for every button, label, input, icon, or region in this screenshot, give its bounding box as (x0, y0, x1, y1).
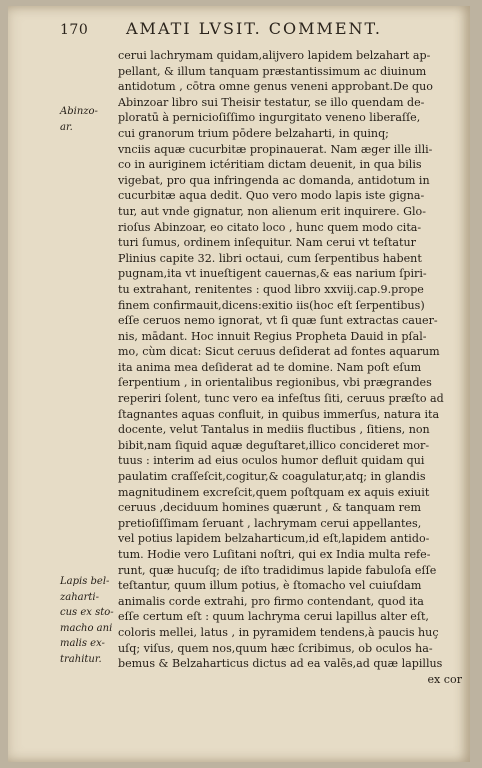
text-line: cui granorum trium pōdere belzaharti, in quinq; (118, 126, 389, 140)
margin-note-line: Lapis bel- (60, 576, 110, 587)
body-text (118, 48, 462, 687)
margin-note-line: macho ani (60, 622, 113, 634)
text-line: pretioſiſſimam ſeruant , lachrymam cerui appellantes, (118, 516, 422, 530)
text-line: nis, mādant. Hoc innuit Regius Propheta Dauid in pſal- (118, 329, 427, 343)
text-line: finem confirmauit,dicens:exitio iis(hoc eſt ſerpentibus) (118, 298, 425, 312)
text-line: coloris mellei, latus , in pyramidem tendens,à paucis huç (118, 625, 439, 639)
text-line: ſerpentium , in orientalibus regionibus, vbi prægrandes (118, 376, 432, 390)
text-line: ploratū à pernicioſiſſimo ingurgitato veneno liberaſſe, (118, 111, 421, 125)
margin-note-line: Abinzo- (60, 106, 98, 117)
text-line: vigebat, pro qua infringenda ac domanda, antidotum in (118, 173, 430, 187)
text-line: rioſus Abinzoar, eo citato loco , hunc quem modo cita- (118, 220, 422, 234)
text-line: Plinius capite 32. libri octaui, cum ſerpentibus habent (118, 251, 422, 265)
text-line: reperiri ſolent, tunc vero ea infeſtus ſiti, ceruus præſto ad (118, 392, 444, 406)
text-line: docente, velut Tantalus in mediis fluctibus , ſitiens, non (118, 423, 430, 437)
text-line: mo, cùm dicat: Sicut ceruus deſiderat ad fontes aquarum (118, 345, 440, 359)
margin-note-line: zaharti- (60, 591, 100, 603)
text-line: pugnam,ita vt inueſtigent cauernas,& eas narium ſpiri- (118, 267, 427, 281)
text-line: bibit,nam ſiquid aquæ deguſtaret,illico concideret mor- (118, 438, 430, 452)
margin-note-line: cus ex sto- (60, 607, 114, 619)
text-line: cucurbitæ aqua dedit. Quo vero modo lapis iste gigna- (118, 189, 425, 203)
text-line: bemus & Belzaharticus dictus ad ea valēs,ad quæ lapillus (118, 657, 443, 671)
margin-note-abinzoar (60, 104, 116, 135)
text-line: ſtagnantes aquas confluit, in quibus immerſus, natura ita (118, 407, 440, 421)
text-line: tu extrahant, renitentes : quod libro xxviij.cap.9.prope (118, 282, 424, 296)
book-page (8, 6, 470, 762)
text-line: magnitudinem excreſcit,quem poſtquam ex aquis exiuit (118, 485, 430, 499)
text-line: vel potius lapidem belzaharticum,id eſt,lapidem antido- (118, 532, 430, 546)
margin-note-line: malis ex- (60, 638, 105, 650)
running-title: AMATI LVSIT. COMMENT. (126, 19, 382, 38)
text-line: animalis corde extrahi, pro firmo contendant, quod ita (118, 594, 424, 608)
catchword: ex cor (427, 672, 462, 686)
margin-note-line: trahitur. (60, 653, 102, 665)
page-number: 170 (60, 22, 89, 38)
text-line: teſtantur, quum illum potius, è ſtomacho vel cuiuſdam (118, 579, 422, 593)
text-line: pellant, & illum tanquam præstantissimum ac diuinum (118, 64, 427, 78)
text-line: turi ſumus, ordinem inſequitur. Nam cerui vt teſtatur (118, 236, 416, 250)
text-line: runt, quæ hucuſq; de iſto tradidimus lapide fabuloſa eſſe (118, 563, 437, 577)
text-line: eſſe certum eſt : quum lachryma cerui lapillus alter eſt, (118, 610, 429, 624)
text-line: paulatim craſſeſcit,cogitur,& coagulatur,atq; in glandis (118, 470, 426, 484)
text-line: tuus : interim ad eius oculos humor defluit quidam qui (118, 454, 425, 468)
margin-note-lapis (60, 574, 116, 668)
text-line: ita anima mea deſiderat ad te domine. Nam poſt eſum (118, 360, 422, 374)
text-line: co in auriginem ictéritiam dictam deuenit, in qua bilis (118, 158, 422, 172)
text-line: tur, aut vnde gignatur, non alienum erit inquirere. Glo- (118, 204, 426, 218)
text-line: Abinzoar libro sui Theisir testatur, se illo quendam de- (118, 95, 425, 109)
text-line: vnciis aquæ cucurbitæ propinauerat. Nam æger ille illi- (118, 142, 433, 156)
text-line: tum. Hodie vero Luſitani noſtri, qui ex India multa refe- (118, 548, 431, 561)
margin-note-line: ar. (60, 121, 73, 133)
text-line: uſq; viſus, quem nos,quum hæc ſcribimus, ob oculos ha- (118, 641, 433, 655)
text-line: antidotum , cōtra omne genus veneni approbant.De quo (118, 80, 433, 94)
text-line: ceruus ,deciduum homines quærunt , & tanquam rem (118, 501, 422, 515)
text-line: cerui lachrymam quidam,alijvero lapidem belzahart ap- (118, 49, 431, 62)
text-line: eſſe ceruos nemo ignorat, vt ſi quæ ſunt extractas cauer- (118, 314, 438, 328)
